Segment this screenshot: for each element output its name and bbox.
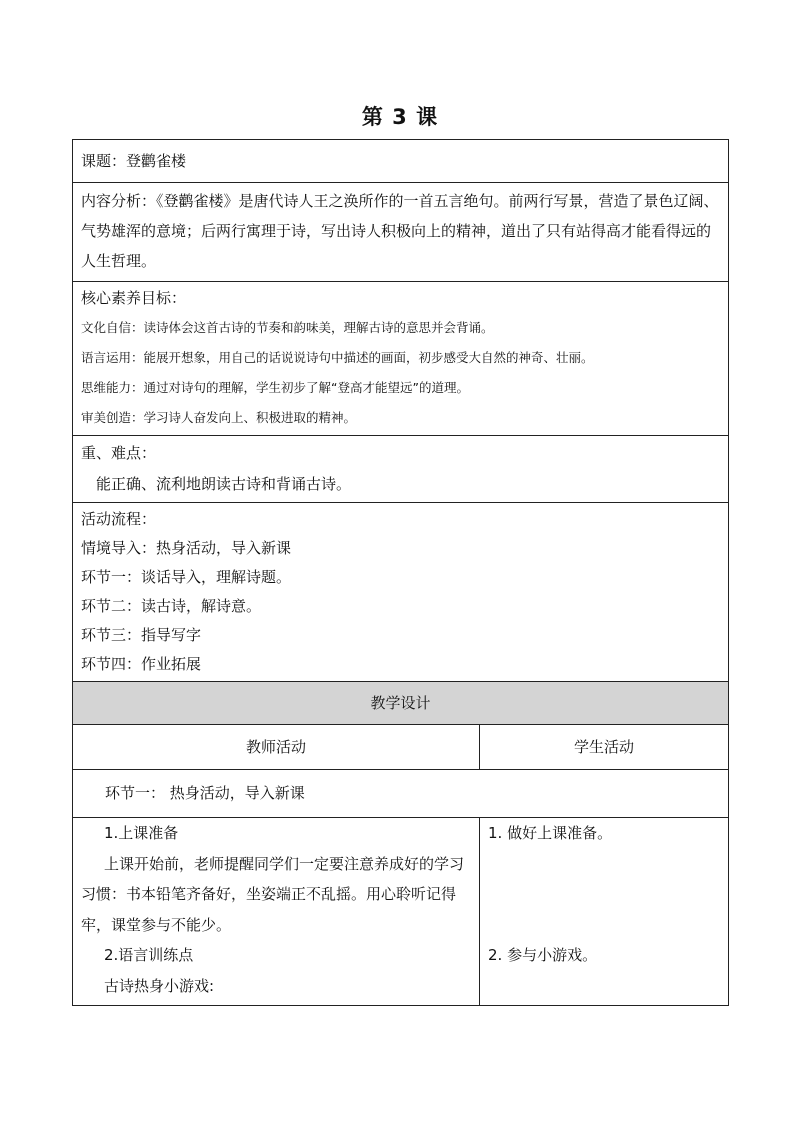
student-column-header: 学生活动 [480,725,729,770]
activity-row [73,818,729,1006]
flow-row [73,503,729,682]
key-points-cell [73,436,729,503]
topic-row [73,140,729,183]
flow-item: 环节四：作业拓展 [81,655,202,673]
key-points-row [73,436,729,503]
analysis-row [73,183,729,282]
teacher-item1-text: 上课开始前，老师提醒同学们一定要注意养成好的学习习惯：书本铅笔齐备好，坐姿端正不乱摇。用心聆听记得牢，课堂参与不能少。 [81,854,465,934]
lesson-plan-table [72,139,729,1006]
core-goals-row [73,282,729,436]
core-goals-heading: 核心素养目标： [81,289,187,307]
teacher-item2-title: 2.语言训练点 [104,946,194,964]
page-title: 第 3 课 [361,105,439,129]
student-item2: 2. 参与小游戏。 [488,946,598,964]
design-header-row [73,682,729,725]
core-goal-item: 语言运用：能展开想象，用自己的话说说诗句中描述的画面，初步感受大自然的神奇、壮丽。 [81,350,594,365]
teacher-column-header: 教师活动 [73,725,480,770]
flow-cell [73,503,729,682]
analysis-cell: 内容分析：《登鹳雀楼》是唐代诗人王之涣所作的一首五言绝句。前两行写景，营造了景色辽阔、气势雄浑的意境；后两行寓理于诗，写出诗人积极向上的精神，道出了只有站得高才能看得远的人生哲理。 [73,183,729,282]
teacher-item2-text: 古诗热身小游戏: [104,976,215,995]
flow-item: 情境导入：热身活动，导入新课 [81,539,292,557]
key-points-heading: 重、难点： [81,444,157,462]
flow-heading: 活动流程： [81,510,157,528]
section-heading: 环节一： 热身活动，导入新课 [73,770,729,818]
teacher-item1-title: 1.上课准备 [104,824,179,842]
teacher-activity-cell [73,818,480,1006]
core-goals-cell [73,282,729,436]
design-header: 教学设计 [73,682,729,725]
key-points-text: 能正确、流利地朗读古诗和背诵古诗。 [96,475,352,493]
columns-header-row [73,725,729,770]
student-activity-cell [480,818,729,1006]
section-row [73,770,729,818]
topic-cell: 课题：登鹳雀楼 [73,140,729,183]
flow-item: 环节三：指导写字 [81,626,202,644]
core-goal-item: 文化自信：读诗体会这首古诗的节奏和韵味美，理解古诗的意思并会背诵。 [81,320,494,335]
student-item1: 1. 做好上课准备。 [488,824,613,842]
core-goal-item: 思维能力：通过对诗句的理解，学生初步了解“登高才能望远”的道理。 [81,380,469,395]
flow-item: 环节二：读古诗，解诗意。 [81,597,262,615]
flow-item: 环节一：谈话导入，理解诗题。 [81,568,292,586]
core-goal-item: 审美创造：学习诗人奋发向上、积极进取的精神。 [81,410,357,425]
